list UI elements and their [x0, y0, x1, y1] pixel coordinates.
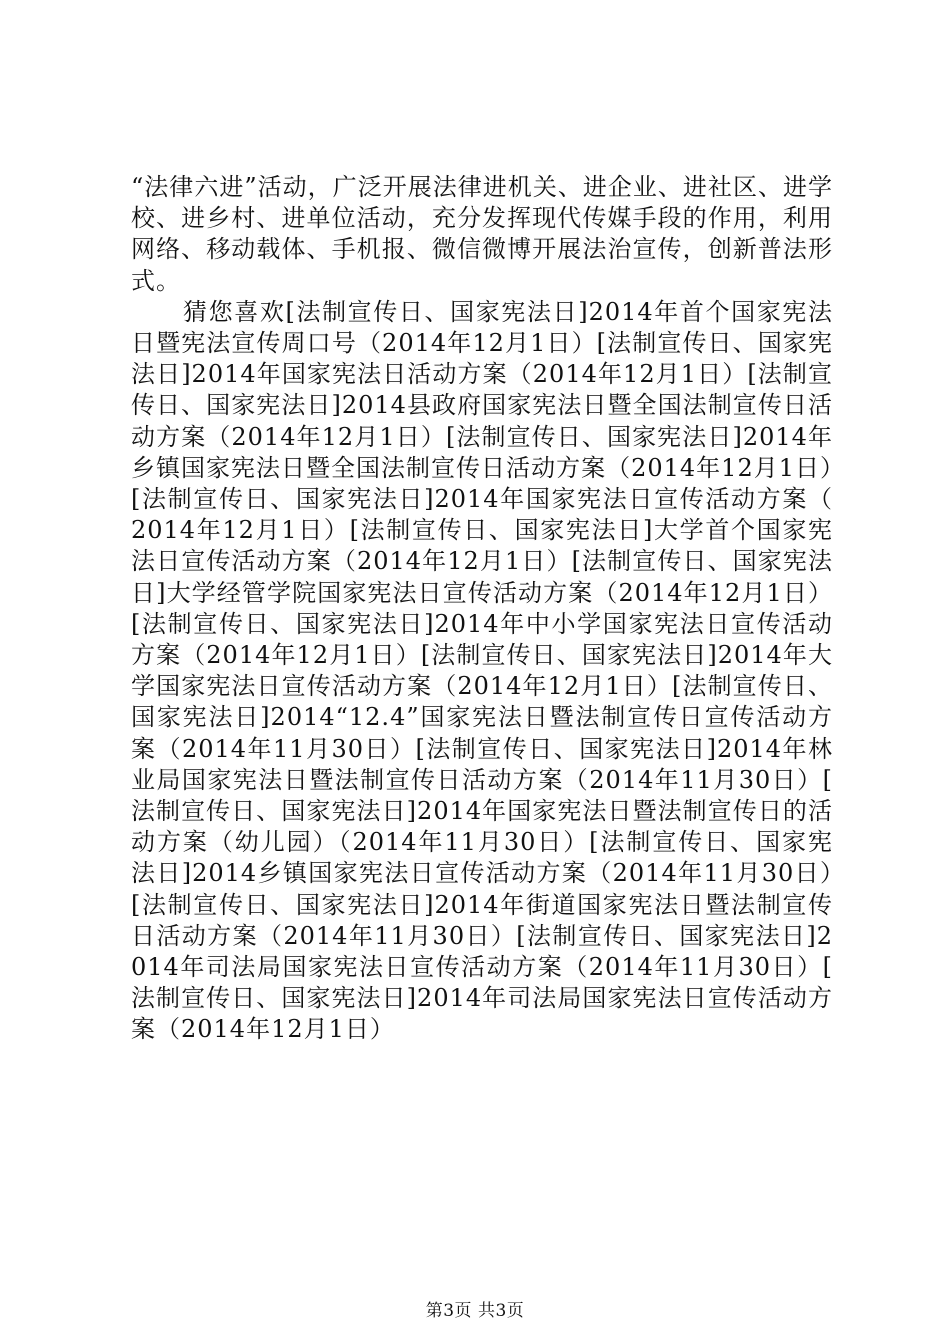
page-number-footer: 第3页 共3页: [425, 1301, 525, 1321]
paragraph-legal-campaign: “法律六进”活动，广泛开展法律进机关、进企业、进社区、进学校、进乡村、进单位活动，充分发挥现代传媒手段的作用，利用网络、移动载体、手机报、微信微博开展法治宣传，创新普法形式。: [131, 173, 833, 295]
paragraph-recommended-articles: 猜您喜欢[法制宣传日、国家宪法日]2014年首个国家宪法日暨宪法宣传周口号（2014年12月1日）[法制宣传日、国家宪法日]2014年国家宪法日活动方案（2014年12月1日）[法制宣传日、国家宪法日]2014县政府国家宪法日暨全国法制宣传日活动方案（2014年12月1日）[法制宣传日、国家宪法日]2014年乡镇国家宪法日暨全国法制宣传日活动方案（2014年12月1日）[法制宣传日、国家宪法日]2014年国家宪法日宣传活动方案（2014年12月1日）[法制宣传日、国家宪法日]大学首个国家宪法日宣传活动方案（2014年12月1日）[法制宣传日、国家宪法日]大学经管学院国家宪法日宣传活动方案（2014年12月1日）[法制宣传日、国家宪法日]2014年中小学国家宪法日宣传活动方案（2014年12月1日）[法制宣传日、国家宪法日]2014年大学国家宪法日宣传活动方案（2014年12月1日）[法制宣传日、国家宪法日]2014“12.4”国家宪法日暨法制宣传日宣传活动方案（2014年11月30日）[法制宣传日、国家宪法日]2014年林业局国家宪法日暨法制宣传日活动方案（2014年11月30日）[法制宣传日、国家宪法日]2014年国家宪法日暨法制宣传日的活动方案（幼儿园）（2014年11月30日）[法制宣传日、国家宪法日]2014乡镇国家宪法日宣传活动方案（2014年11月30日）[法制宣传日、国家宪法日]2014年街道国家宪法日暨法制宣传日活动方案（2014年11月30日）[法制宣传日、国家宪法日]2014年司法局国家宪法日宣传活动方案（2014年11月30日）[法制宣传日、国家宪法日]2014年司法局国家宪法日宣传活动方案（2014年12月1日）: [131, 297, 833, 1044]
document-body: [131, 172, 833, 1046]
